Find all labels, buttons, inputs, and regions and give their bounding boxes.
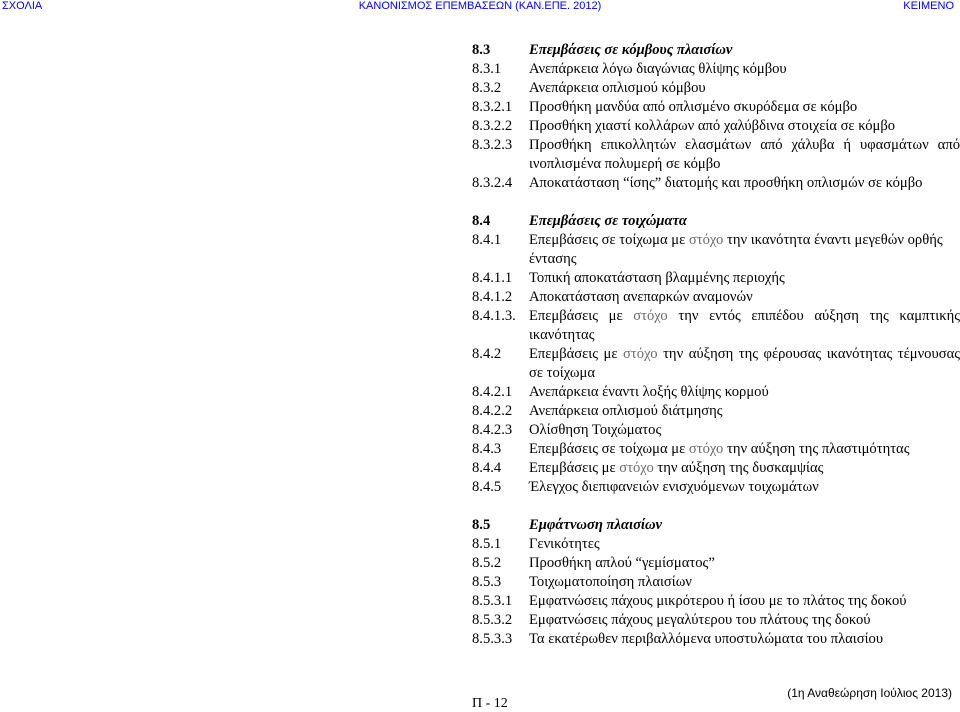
toc-title: Τοιχωματοποίηση πλαισίων xyxy=(529,574,692,590)
toc-number: 8.4.4 xyxy=(472,460,502,476)
toc-title: Ανεπάρκεια οπλισμού διάτμησης xyxy=(529,403,723,419)
toc-item xyxy=(472,174,960,193)
toc-title: Αποκατάσταση ανεπαρκών αναμονών xyxy=(529,289,753,305)
toc-number: 8.3.2.2 xyxy=(472,118,513,134)
toc-title: Έλεγχος διεπιφανειών ενισχυόμενων τοιχωμάτων xyxy=(529,479,819,495)
header-center: ΚΑΝΟΝΙΣΜΟΣ ΕΠΕΜΒΑΣΕΩΝ (ΚΑΝ.ΕΠΕ. 2012) xyxy=(358,0,602,12)
toc-title: Επεμβάσεις σε τοιχώματα xyxy=(529,213,687,229)
revision-note: (1η Αναθεώρηση Ιούλιος 2013) xyxy=(787,686,952,700)
toc-item xyxy=(472,79,960,98)
toc-number: 8.5.3.1 xyxy=(472,593,513,609)
toc-title: Προσθήκη επικολλητών ελασμάτων από χάλυβα ή υφασμάτων από ινοπλισμένα πολυμερή σε κόμβο xyxy=(529,137,960,172)
toc-item xyxy=(472,554,960,573)
toc-item xyxy=(472,611,960,630)
toc-item xyxy=(472,383,960,402)
toc-number: 8.3.2 xyxy=(472,80,502,96)
toc-title: Επεμβάσεις με στόχο την αύξηση της δυσκαμψίας xyxy=(529,460,824,476)
toc-number: 8.5 xyxy=(472,517,491,533)
toc-number: 8.4.3 xyxy=(472,441,502,457)
header-left: ΣΧΟΛΙΑ xyxy=(2,0,43,12)
toc-item xyxy=(472,231,960,269)
toc-item xyxy=(472,421,960,440)
toc-item xyxy=(472,592,960,611)
toc-number: 8.4 xyxy=(472,213,491,229)
toc-number: 8.4.2.1 xyxy=(472,384,513,400)
toc-number: 8.4.2.3 xyxy=(472,422,513,438)
page-header xyxy=(0,0,960,14)
toc-number: 8.5.3 xyxy=(472,574,502,590)
toc-title: Επεμβάσεις σε τοίχωμα με στόχο την αύξηση της πλαστιμότητας xyxy=(529,441,910,457)
toc-number: 8.3.2.4 xyxy=(472,175,513,191)
toc-title: Επεμβάσεις με στόχο την αύξηση της φέρουσας ικανότητας τέμνουσας σε τοίχωμα xyxy=(529,346,960,381)
toc-item xyxy=(472,535,960,554)
header-right: ΚΕΙΜΕΝΟ xyxy=(903,0,954,12)
toc-item xyxy=(472,573,960,592)
toc-item xyxy=(472,136,960,174)
toc-title: Προσθήκη μανδύα από οπλισμένο σκυρόδεμα σε κόμβο xyxy=(529,99,858,115)
toc-item xyxy=(472,402,960,421)
toc-title: Αποκατάσταση “ίσης” διατομής και προσθήκη οπλισμών σε κόμβο xyxy=(529,175,923,191)
toc-section-8-5 xyxy=(472,516,960,535)
toc-title: Επεμβάσεις σε κόμβους πλαισίων xyxy=(529,42,733,58)
toc-title: Ανεπάρκεια λόγω διαγώνιας θλίψης κόμβου xyxy=(529,61,787,77)
toc-title: Ολίσθηση Τοιχώματος xyxy=(529,422,662,438)
toc-item xyxy=(472,478,960,497)
toc-number: 8.5.2 xyxy=(472,555,502,571)
toc-title: Επεμβάσεις με στόχο την εντός επιπέδου αύξηση της καμπτικής ικανότητας xyxy=(529,308,960,343)
toc-item xyxy=(472,269,960,288)
toc-title: Γενικότητες xyxy=(529,536,600,552)
toc-item xyxy=(472,630,960,649)
toc-item xyxy=(472,459,960,478)
toc-title: Επεμβάσεις σε τοίχωμα με στόχο την ικανότητα έναντι μεγεθών ορθής έντασης xyxy=(529,232,943,267)
toc-item xyxy=(472,60,960,79)
toc-number: 8.4.1 xyxy=(472,232,502,248)
table-of-contents xyxy=(472,41,960,649)
toc-title: Εμφατνώσεις πάχους μικρότερου ή ίσου με το πλάτος της δοκού xyxy=(529,593,907,609)
page-number: Π - 12 xyxy=(472,696,508,711)
toc-number: 8.5.3.2 xyxy=(472,612,513,628)
toc-title: Ανεπάρκεια έναντι λοξής θλίψης κορμού xyxy=(529,384,769,400)
toc-title: Εμφατνώσεις πάχους μεγαλύτερου του πλάτους της δοκού xyxy=(529,612,871,628)
toc-title: Ανεπάρκεια οπλισμού κόμβου xyxy=(529,80,706,96)
toc-number: 8.3.2.1 xyxy=(472,99,513,115)
toc-item xyxy=(472,98,960,117)
toc-number: 8.4.2.2 xyxy=(472,403,513,419)
toc-item xyxy=(472,345,960,383)
toc-title: Προσθήκη απλού “γεμίσματος” xyxy=(529,555,715,571)
toc-item xyxy=(472,440,960,459)
toc-section-8-3 xyxy=(472,41,960,60)
toc-number: 8.4.5 xyxy=(472,479,502,495)
toc-title: Προσθήκη χιαστί κολλάρων από χαλύβδινα στοιχεία σε κόμβο xyxy=(529,118,896,134)
toc-section-8-4 xyxy=(472,212,960,231)
toc-number: 8.4.1.3. xyxy=(472,308,516,324)
toc-title: Τοπική αποκατάσταση βλαμμένης περιοχής xyxy=(529,270,785,286)
toc-number: 8.3 xyxy=(472,42,491,58)
toc-number: 8.3.2.3 xyxy=(472,137,513,153)
toc-number: 8.5.3.3 xyxy=(472,631,513,647)
toc-number: 8.3.1 xyxy=(472,61,502,77)
toc-number: 8.5.1 xyxy=(472,536,502,552)
toc-number: 8.4.2 xyxy=(472,346,502,362)
toc-title: Εμφάτνωση πλαισίων xyxy=(529,517,663,533)
toc-item xyxy=(472,117,960,136)
toc-number: 8.4.1.2 xyxy=(472,289,513,305)
toc-item xyxy=(472,288,960,307)
toc-title: Τα εκατέρωθεν περιβαλλόμενα υποστυλώματα του πλαισίου xyxy=(529,631,884,647)
toc-number: 8.4.1.1 xyxy=(472,270,513,286)
toc-item xyxy=(472,307,960,345)
